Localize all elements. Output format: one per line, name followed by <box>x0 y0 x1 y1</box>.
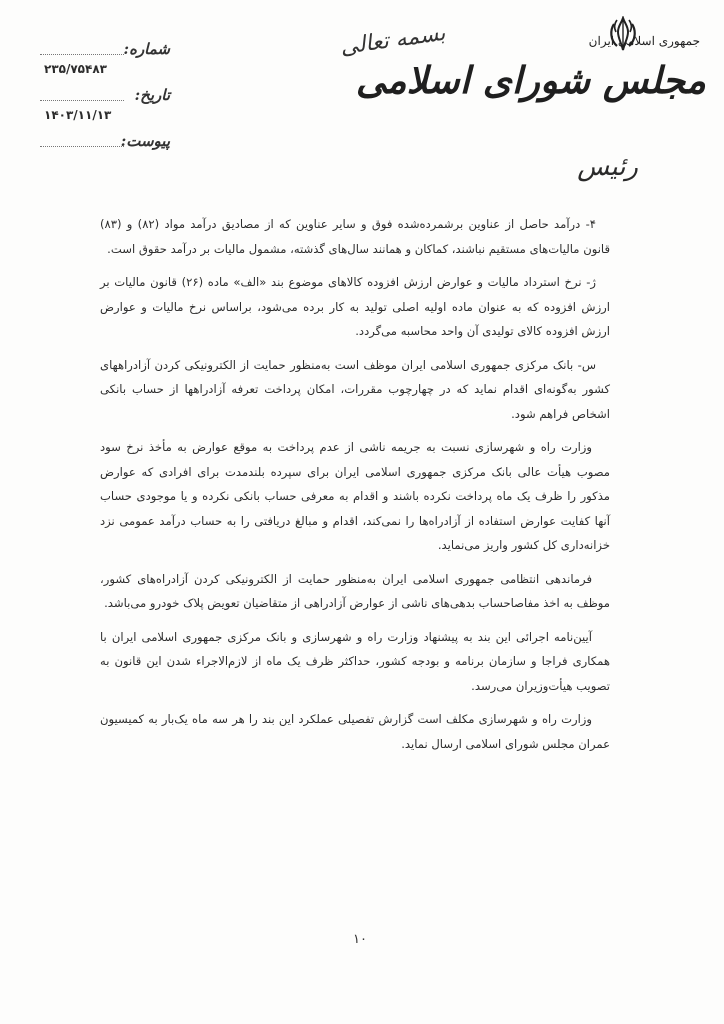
number-label: شماره: <box>123 40 170 58</box>
speaker-title: رئیس <box>577 152 638 182</box>
date-label: تاریخ: <box>134 86 170 104</box>
date-row <box>40 86 170 132</box>
number-row <box>40 40 170 86</box>
body-paragraph: آیین‌نامه اجرائی این بند به پیشنهاد وزارت راه و شهرسازی و بانک مرکزی جمهوری اسلامی ایران با همکاری فراجا و سازمان برنامه و بودجه کشور، حداکثر ظرف یک ماه از لازم‌الاجراء شدن این قانون به تصویب هیأت‌وزیران می‌رسد. <box>100 629 610 693</box>
invocation-mark: بسمه تعالی <box>338 20 447 61</box>
body-paragraph: ۴- درآمد حاصل از عناوین برشمرده‌شده فوق و سایر عناوین که از مصادیق درآمد مواد (۸۲) و (۸۳) قانون مالیات‌های مستقیم نباشند، کماکان و همانند سال‌های گذشته، مشمول مالیات بر درآمد حقوق است. <box>100 217 610 256</box>
attachment-dotted-line <box>40 146 124 147</box>
assembly-name-logotype: مجلس شورای اسلامی <box>355 58 706 102</box>
number-dotted-line <box>40 54 124 55</box>
body-paragraph: فرماندهی انتظامی جمهوری اسلامی ایران به‌منظور حمایت از الکترونیکی کردن آزادراه‌های کشور، موظف به اخذ مفاصاحساب بدهی‌های ناشی از عوارض آزادراهی از متقاضیان تعویض پلاک خودرو می‌باشد. <box>100 571 610 610</box>
date-dotted-line <box>40 100 124 101</box>
republic-name: جمهوری اسلامی ایران <box>588 34 700 48</box>
page-number: ۱۰ <box>353 932 367 947</box>
date-value: ۱۴۰۳/۱۱/۱۳ <box>44 108 112 122</box>
body-paragraph: س- بانک مرکزی جمهوری اسلامی ایران موظف است به‌منظور حمایت از الکترونیکی کردن آزادراههای کشور به‌گونه‌ای اقدام نماید که در چهارچوب مقررات، امکان پرداخت تعرفه آزادراهها از حساب بانکی اشخاص فراهم شود. <box>100 357 610 421</box>
attachment-row <box>40 132 170 178</box>
attachment-label: پیوست: <box>120 132 170 150</box>
body-paragraph: ژ- نرخ استرداد مالیات و عوارض ارزش افزوده کالاهای موضوع بند «الف» ماده (۲۶) قانون مالیات بر ارزش افزوده که به عنوان ماده اولیه اصلی تولید به کار برده می‌شود، براساس نرخ مالیات و عوارض ارزش افزوده کالای تولیدی آن واحد محاسبه می‌گردد. <box>100 275 610 338</box>
number-value: ۲۳۵/۷۵۴۸۳ <box>44 62 107 76</box>
letter-meta <box>40 40 170 178</box>
letter-body <box>100 212 610 765</box>
body-paragraph: وزارت راه و شهرسازی نسبت به جریمه ناشی از عدم پرداخت به موقع عوارض به مأخذ نرخ سود مصوب هیأت عالی بانک مرکزی جمهوری اسلامی ایران برای سپرده بلندمدت برای افرادی که عوارض مذکور را ظرف یک ماه پرداخت نکرده باشند و اقدام به معرفی حساب بانکی نکرده و یا موجودی حساب آنها کفایت عوارض استفاده از آزادراه‌ها را نمی‌کند، اقدام و مبالغ دریافتی را به حساب درآمد عمومی نزد خزانه‌داری کل کشور واریز می‌نماید. <box>100 440 610 552</box>
body-paragraph: وزارت راه و شهرسازی مکلف است گزارش تفصیلی عملکرد این بند را هر سه ماه یک‌بار به کمیسیون عمران مجلس شورای اسلامی ارسال نماید. <box>100 712 610 751</box>
